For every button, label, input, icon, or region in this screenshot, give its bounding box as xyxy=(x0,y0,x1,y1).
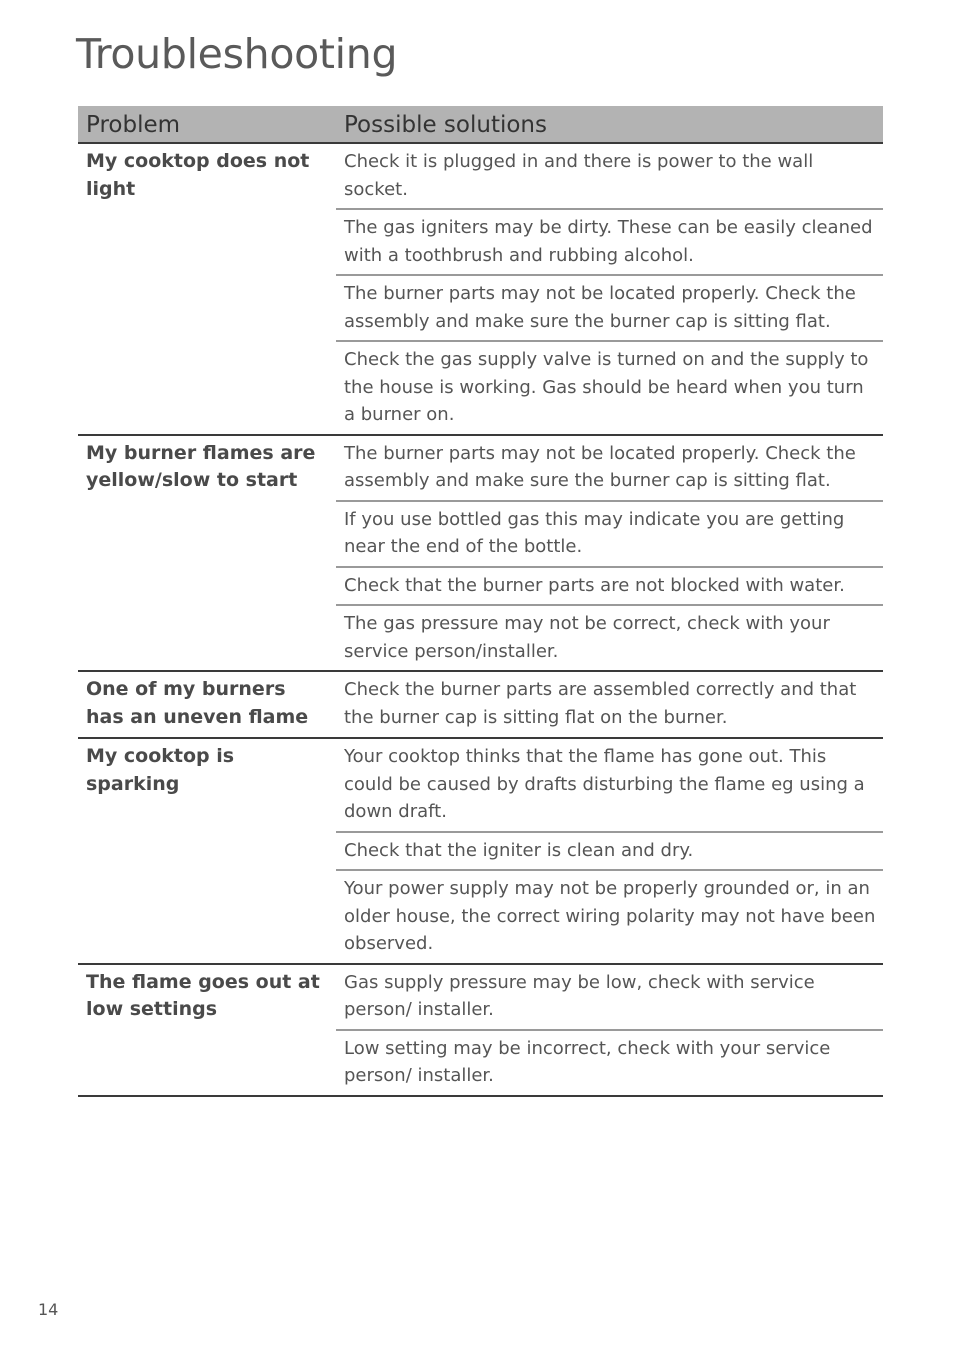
table-header xyxy=(78,106,883,144)
solution-item: Check the burner parts are assembled correctly and that the burner cap is sitting flat on the burner. xyxy=(344,679,857,728)
solution-item: The burner parts may not be located properly. Check the assembly and make sure the burner cap is sitting flat. xyxy=(336,436,883,502)
problem-group xyxy=(78,965,883,1097)
solution-item: The gas pressure may not be correct, check with your service person/installer. xyxy=(344,613,830,662)
solution-item: Check the gas supply valve is turned on and the supply to the house is working. Gas should be heard when you turn a burner on. xyxy=(344,349,869,425)
header-solutions: Possible solutions xyxy=(344,112,547,138)
solutions-list xyxy=(336,144,883,434)
problem-label: One of my burners has an uneven flame xyxy=(86,678,309,728)
solution-item: Your cooktop thinks that the flame has gone out. This could be caused by drafts disturbing the flame eg using a down draft. xyxy=(336,739,883,833)
page-number: 14 xyxy=(38,1300,59,1319)
solution-item: Low setting may be incorrect, check with your service person/ installer. xyxy=(344,1037,831,1086)
problem-label: My cooktop is sparking xyxy=(86,745,235,795)
problem-group xyxy=(78,672,883,739)
solution-item: Check it is plugged in and there is power to the wall socket. xyxy=(336,144,883,210)
problem-group xyxy=(78,739,883,965)
solution-item: Gas supply pressure may be low, check with service person/ installer. xyxy=(336,965,883,1031)
solution-item: Your power supply may not be properly grounded or, in an older house, the correct wiring polarity may not have been observed. xyxy=(344,878,876,954)
problem-label: The flame goes out at low settings xyxy=(86,970,320,1020)
solutions-list xyxy=(336,672,883,737)
problem-group xyxy=(78,144,883,436)
problem-label: My cooktop does not light xyxy=(86,150,310,200)
solution-item: Check that the burner parts are not blocked with water. xyxy=(336,568,883,607)
solutions-list xyxy=(336,436,883,671)
solution-item: If you use bottled gas this may indicate you are getting near the end of the bottle. xyxy=(336,502,883,568)
troubleshooting-table xyxy=(78,106,883,1097)
solution-item: The burner parts may not be located properly. Check the assembly and make sure the burner cap is sitting flat. xyxy=(336,276,883,342)
solution-item: Check that the igniter is clean and dry. xyxy=(336,833,883,872)
problem-label: My burner flames are yellow/slow to start xyxy=(86,441,316,491)
header-problem: Problem xyxy=(86,112,181,138)
problem-group xyxy=(78,436,883,673)
solution-item: The gas igniters may be dirty. These can be easily cleaned with a toothbrush and rubbing alcohol. xyxy=(336,210,883,276)
page-title: Troubleshooting xyxy=(76,30,398,78)
solutions-list xyxy=(336,739,883,963)
solutions-list xyxy=(336,965,883,1095)
